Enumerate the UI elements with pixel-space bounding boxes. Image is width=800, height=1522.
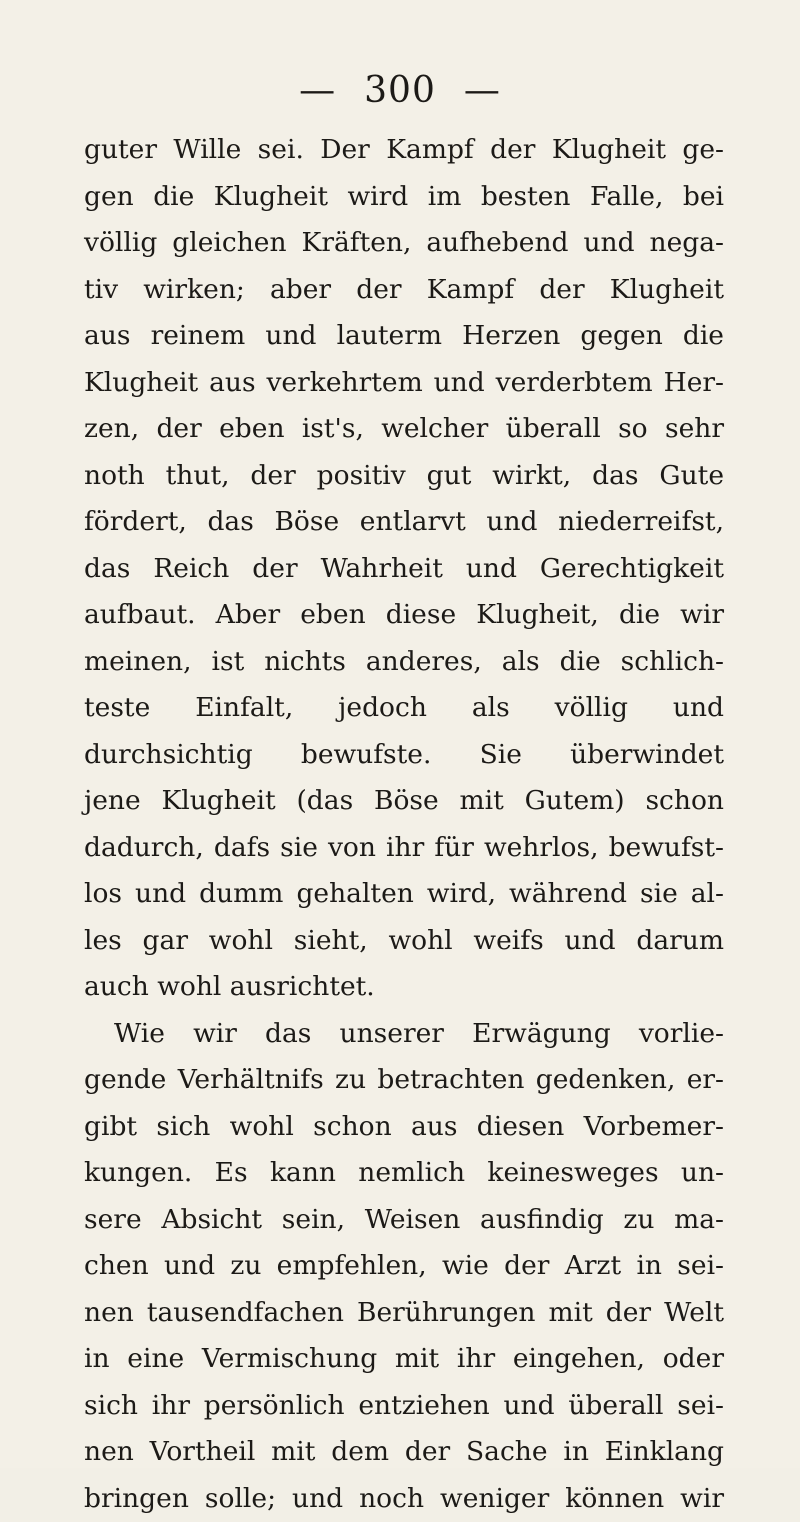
text-line: les gar wohl sieht, wohl weifs und darum (84, 918, 724, 965)
text-line: gende Verhältnifs zu betrachten gedenken, er- (84, 1057, 724, 1104)
text-line: kungen. Es kann nemlich keinesweges un- (84, 1150, 724, 1197)
text-line: bringen solle; und noch weniger können wir (84, 1476, 724, 1522)
text-line: gibt sich wohl schon aus diesen Vorbemer- (84, 1104, 724, 1151)
text-line: sere Absicht sein, Weisen ausfindig zu ma- (84, 1197, 724, 1244)
header-dash-left: — (299, 70, 336, 111)
paragraph-start-line: Wie wir das unserer Erwägung vorlie- (84, 1011, 724, 1058)
text-line: guter Wille sei. Der Kampf der Klugheit ge- (84, 127, 724, 174)
text-line: nen tausendfachen Berührungen mit der Welt (84, 1290, 724, 1337)
text-line: dadurch, dafs sie von ihr für wehrlos, bewufst- (84, 825, 724, 872)
text-line: aufbaut. Aber eben diese Klugheit, die wir (84, 592, 724, 639)
text-line: meinen, ist nichts anderes, als die schlich- (84, 639, 724, 686)
text-line: völlig gleichen Kräften, aufhebend und nega- (84, 220, 724, 267)
text-line: sich ihr persönlich entziehen und überall sei- (84, 1383, 724, 1430)
page-number: 300 (364, 70, 436, 111)
text-line: teste Einfalt, jedoch als völlig und (84, 685, 724, 732)
body-text (84, 127, 724, 1522)
text-line: aus reinem und lauterm Herzen gegen die (84, 313, 724, 360)
text-line: zen, der eben ist's, welcher überall so sehr (84, 406, 724, 453)
text-line: das Reich der Wahrheit und Gerechtigkeit (84, 546, 724, 593)
text-line: gen die Klugheit wird im besten Falle, bei (84, 174, 724, 221)
paragraph-end-line: auch wohl ausrichtet. (84, 964, 724, 1011)
text-line: noth thut, der positiv gut wirkt, das Gute (84, 453, 724, 500)
text-line: fördert, das Böse entlarvt und niederreifst, (84, 499, 724, 546)
header-dash-right: — (464, 70, 501, 111)
text-line: in eine Vermischung mit ihr eingehen, oder (84, 1336, 724, 1383)
text-line: Klugheit aus verkehrtem und verderbtem Her- (84, 360, 724, 407)
text-line: durchsichtig bewufste. Sie überwindet (84, 732, 724, 779)
running-head (0, 70, 800, 111)
text-line: jene Klugheit (das Böse mit Gutem) schon (84, 778, 724, 825)
text-line: tiv wirken; aber der Kampf der Klugheit (84, 267, 724, 314)
text-line: chen und zu empfehlen, wie der Arzt in sei- (84, 1243, 724, 1290)
text-line: nen Vortheil mit dem der Sache in Einklang (84, 1429, 724, 1476)
text-line: los und dumm gehalten wird, während sie al- (84, 871, 724, 918)
